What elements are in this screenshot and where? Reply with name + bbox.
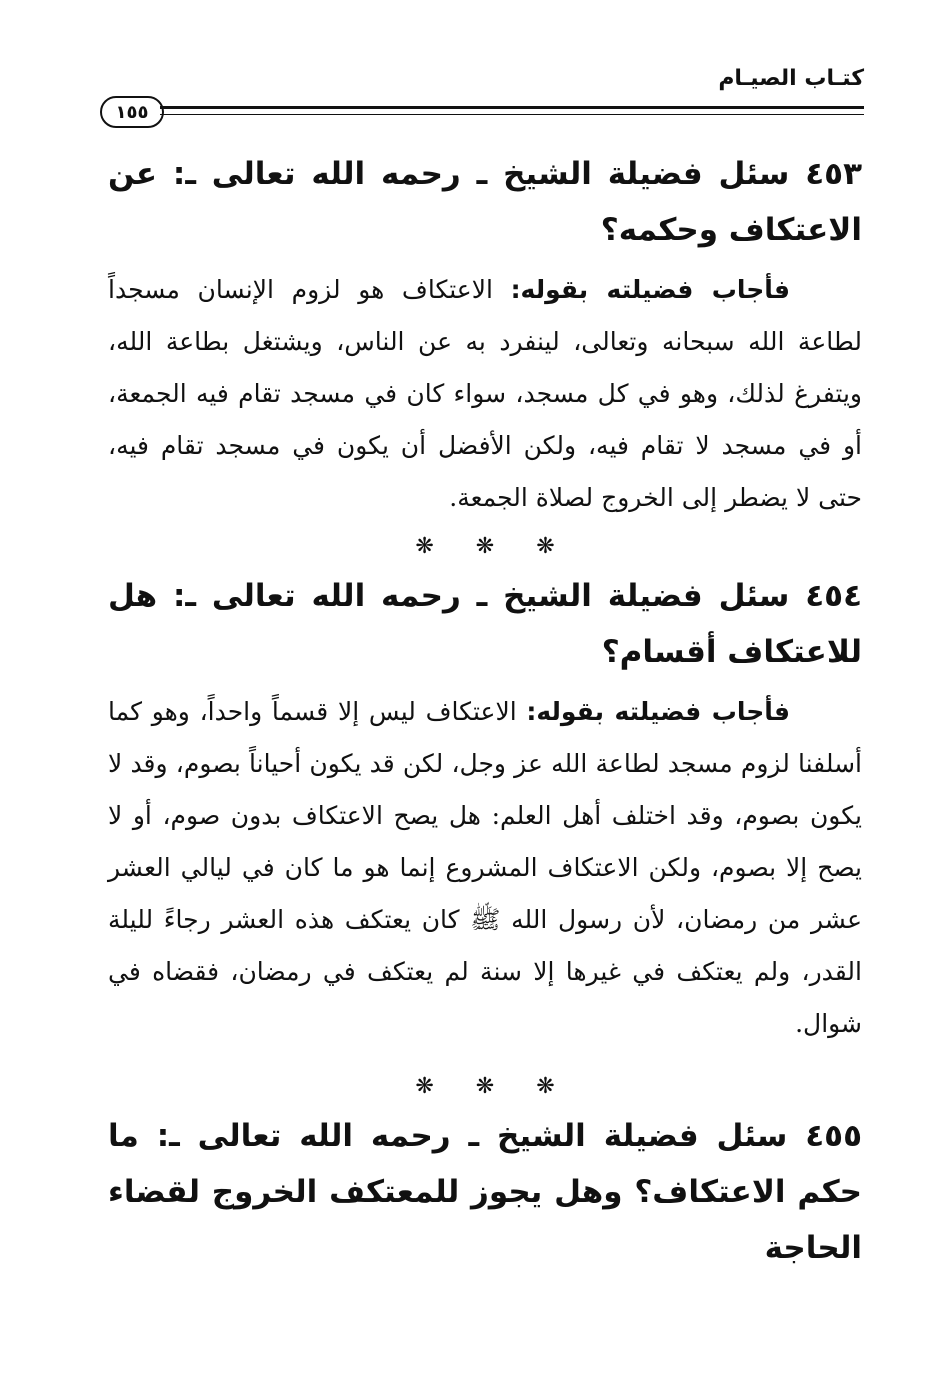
asterism-icon: ❋	[536, 1074, 555, 1099]
asterism-icon: ❋	[415, 1074, 434, 1099]
answer-text: الاعتكاف ليس إلا قسماً واحداً، وهو كما أسلفنا لزوم مسجد لطاعة الله عز وجل، لكن قد يكون أحياناً بصوم، وقد لا يكون بصوم، وقد اختلف أهل العلم: هل يصح الاعتكاف بدون صوم، أو لا يصح إلا بصوم، ولكن الاعتكاف المشروع إنما هو ما كان في ليالي العشر عشر من رمضان، لأن رسول الله ﷺ كان يعتكف هذه العشر رجاءً لليلة القدر، ولم يعتكف في غيرها إلا سنة لم يعتكف في رمضان، فقضاه في شوال.	[108, 697, 862, 1038]
page-number: ١٥٥	[100, 96, 164, 128]
answer-453	[108, 264, 862, 524]
asterism-icon: ❋	[475, 534, 495, 559]
answer-label: فأجاب فضيلته بقوله:	[510, 275, 790, 304]
section-separator	[108, 1072, 862, 1102]
asterism-icon: ❋	[536, 534, 555, 559]
question-454: ٤٥٤ سئل فضيلة الشيخ ـ رحمه الله تعالى ـ: هل للاعتكاف أقسام؟	[108, 578, 862, 670]
page-content	[108, 146, 862, 1276]
answer-text: الاعتكاف هو لزوم الإنسان مسجداً لطاعة الله سبحانه وتعالى، لينفرد به عن الناس، ويشتغل بطاعة الله، ويتفرغ لذلك، وهو في كل مسجد، سواء كان في مسجد تقام فيه الجمعة، أو في مسجد لا تقام فيه، ولكن الأفضل أن يكون في مسجد تقام فيه، حتى لا يضطر إلى الخروج لصلاة الجمعة.	[108, 275, 862, 512]
header-rule-thin	[160, 114, 864, 115]
question-455: ٤٥٥ سئل فضيلة الشيخ ـ رحمه الله تعالى ـ: ما حكم الاعتكاف؟ وهل يجوز للمعتكف الخروج لقضاء الحاجة	[108, 1118, 862, 1266]
header-rule	[160, 106, 864, 109]
running-title: كتـاب الصيـام	[718, 66, 864, 91]
asterism-icon: ❋	[475, 1074, 495, 1099]
answer-label: فأجاب فضيلته بقوله:	[526, 697, 790, 726]
section-separator	[108, 532, 862, 562]
question-453: ٤٥٣ سئل فضيلة الشيخ ـ رحمه الله تعالى ـ: عن الاعتكاف وحكمه؟	[108, 156, 862, 248]
asterism-icon: ❋	[415, 534, 434, 559]
answer-454	[108, 686, 862, 1050]
